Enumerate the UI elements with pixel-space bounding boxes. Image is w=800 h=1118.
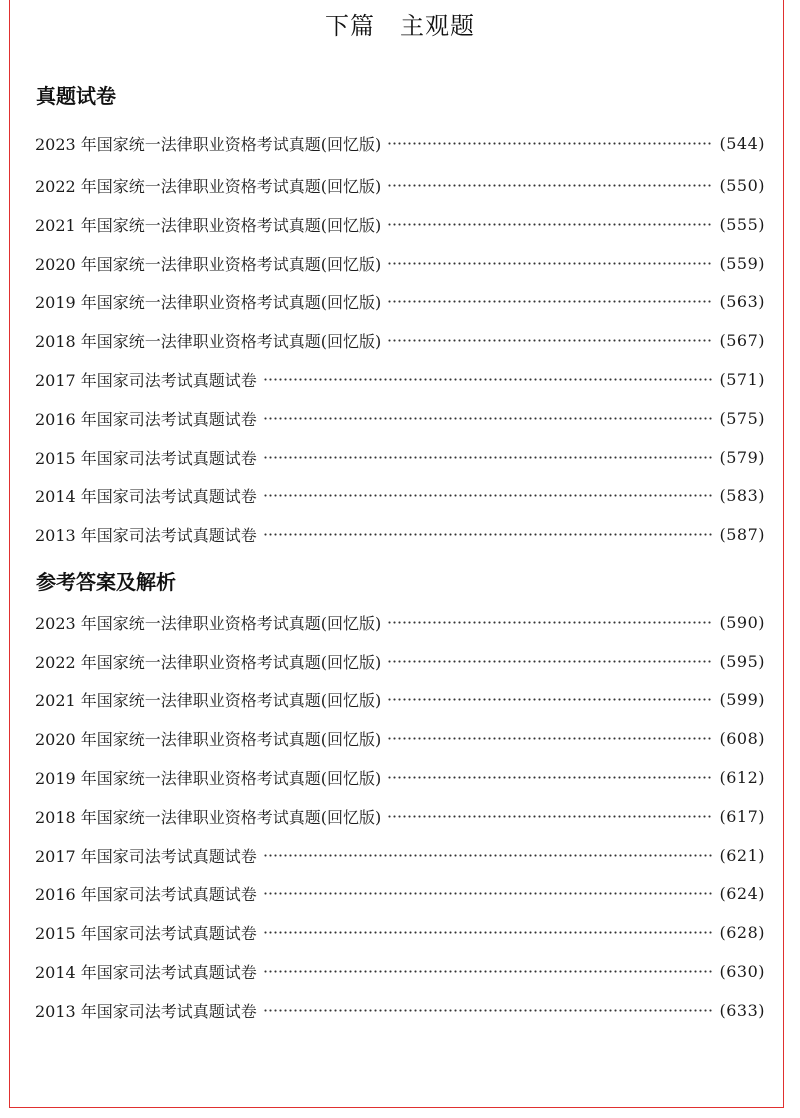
toc-entry[interactable]: [35, 289, 765, 313]
toc-entry[interactable]: [35, 843, 765, 867]
toc-entry-title: 2021 年国家统一法律职业资格考试真题(回忆版): [35, 215, 382, 235]
toc-entry[interactable]: [35, 804, 765, 828]
page-title: 下篇 主观题: [325, 12, 475, 40]
toc-entry-title: 2022 年国家统一法律职业资格考试真题(回忆版): [35, 652, 382, 672]
toc-entry-page: (544): [719, 133, 765, 153]
toc-entry-page: (608): [719, 728, 765, 748]
toc-entry-page: (563): [719, 291, 765, 311]
toc-entry-page: (559): [719, 253, 765, 273]
toc-entry-page: (550): [719, 175, 765, 195]
toc-entry[interactable]: [35, 173, 765, 197]
leader-dots: [263, 931, 714, 934]
section-heading-exam-papers: 真题试卷: [36, 84, 116, 108]
leader-dots: [387, 184, 713, 187]
toc-entry[interactable]: [35, 998, 765, 1022]
toc-entry[interactable]: [35, 920, 765, 944]
toc-entry-title: 2020 年国家统一法律职业资格考试真题(回忆版): [35, 729, 382, 749]
toc-entry-page: (599): [719, 689, 765, 709]
toc-entry-title: 2016 年国家司法考试真题试卷: [35, 884, 257, 904]
leader-dots: [387, 339, 713, 342]
toc-entry-title: 2017 年国家司法考试真题试卷: [35, 846, 257, 866]
toc-entry-page: (571): [719, 369, 765, 389]
toc-entry[interactable]: [35, 610, 765, 634]
toc-entry[interactable]: [35, 483, 765, 507]
toc-entry[interactable]: [35, 881, 765, 905]
toc-entry[interactable]: [35, 687, 765, 711]
leader-dots: [387, 300, 713, 303]
toc-entry-page: (628): [719, 922, 765, 942]
toc-entry-page: (595): [719, 651, 765, 671]
toc-entry-title: 2020 年国家统一法律职业资格考试真题(回忆版): [35, 254, 382, 274]
toc-entry[interactable]: [35, 765, 765, 789]
toc-entry-page: (575): [719, 408, 765, 428]
toc-entry-page: (630): [719, 961, 765, 981]
toc-entry-page: (567): [719, 330, 765, 350]
leader-dots: [387, 698, 713, 701]
toc-entry-title: 2017 年国家司法考试真题试卷: [35, 370, 257, 390]
toc-entry-page: (633): [719, 1000, 765, 1020]
leader-dots: [263, 494, 714, 497]
leader-dots: [387, 660, 713, 663]
toc-entry[interactable]: [35, 212, 765, 236]
toc-entry-page: (555): [719, 214, 765, 234]
toc-entry-page: (579): [719, 447, 765, 467]
toc-entry[interactable]: [35, 367, 765, 391]
toc-entry-title: 2013 年国家司法考试真题试卷: [35, 1001, 257, 1021]
leader-dots: [263, 417, 714, 420]
toc-entry-title: 2023 年国家统一法律职业资格考试真题(回忆版): [35, 134, 382, 154]
toc-entry[interactable]: [35, 406, 765, 430]
leader-dots: [263, 378, 714, 381]
toc-entry-title: 2015 年国家司法考试真题试卷: [35, 448, 257, 468]
toc-entry-page: (621): [719, 845, 765, 865]
toc-entry-page: (617): [719, 806, 765, 826]
toc-entry[interactable]: [35, 445, 765, 469]
toc-entry-title: 2022 年国家统一法律职业资格考试真题(回忆版): [35, 176, 382, 196]
toc-entry-title: 2014 年国家司法考试真题试卷: [35, 486, 257, 506]
toc-entry[interactable]: [35, 522, 765, 546]
toc-entry-title: 2018 年国家统一法律职业资格考试真题(回忆版): [35, 331, 382, 351]
toc-entry[interactable]: [35, 726, 765, 750]
toc-entry-title: 2023 年国家统一法律职业资格考试真题(回忆版): [35, 613, 382, 633]
toc-entry[interactable]: [35, 649, 765, 673]
toc-entry[interactable]: [35, 328, 765, 352]
leader-dots: [263, 456, 714, 459]
leader-dots: [387, 815, 713, 818]
toc-entry-page: (590): [719, 612, 765, 632]
toc-entry-page: (624): [719, 883, 765, 903]
leader-dots: [387, 776, 713, 779]
toc-entry[interactable]: [35, 131, 765, 155]
toc-entry[interactable]: [35, 251, 765, 275]
toc-entry-title: 2019 年国家统一法律职业资格考试真题(回忆版): [35, 768, 382, 788]
toc-entry[interactable]: [35, 959, 765, 983]
toc-entry-title: 2013 年国家司法考试真题试卷: [35, 525, 257, 545]
toc-entry-page: (587): [719, 524, 765, 544]
leader-dots: [387, 223, 713, 226]
leader-dots: [263, 854, 714, 857]
leader-dots: [387, 262, 713, 265]
toc-entry-page: (583): [719, 485, 765, 505]
leader-dots: [263, 533, 714, 536]
toc-entry-title: 2015 年国家司法考试真题试卷: [35, 923, 257, 943]
toc-entry-page: (612): [719, 767, 765, 787]
leader-dots: [387, 621, 713, 624]
leader-dots: [387, 737, 713, 740]
toc-entry-title: 2019 年国家统一法律职业资格考试真题(回忆版): [35, 292, 382, 312]
leader-dots: [263, 1009, 714, 1012]
leader-dots: [263, 892, 714, 895]
toc-entry-title: 2016 年国家司法考试真题试卷: [35, 409, 257, 429]
toc-entry-title: 2018 年国家统一法律职业资格考试真题(回忆版): [35, 807, 382, 827]
leader-dots: [387, 142, 713, 145]
toc-entry-title: 2014 年国家司法考试真题试卷: [35, 962, 257, 982]
section-heading-answers: 参考答案及解析: [36, 570, 176, 594]
toc-entry-title: 2021 年国家统一法律职业资格考试真题(回忆版): [35, 690, 382, 710]
leader-dots: [263, 970, 714, 973]
